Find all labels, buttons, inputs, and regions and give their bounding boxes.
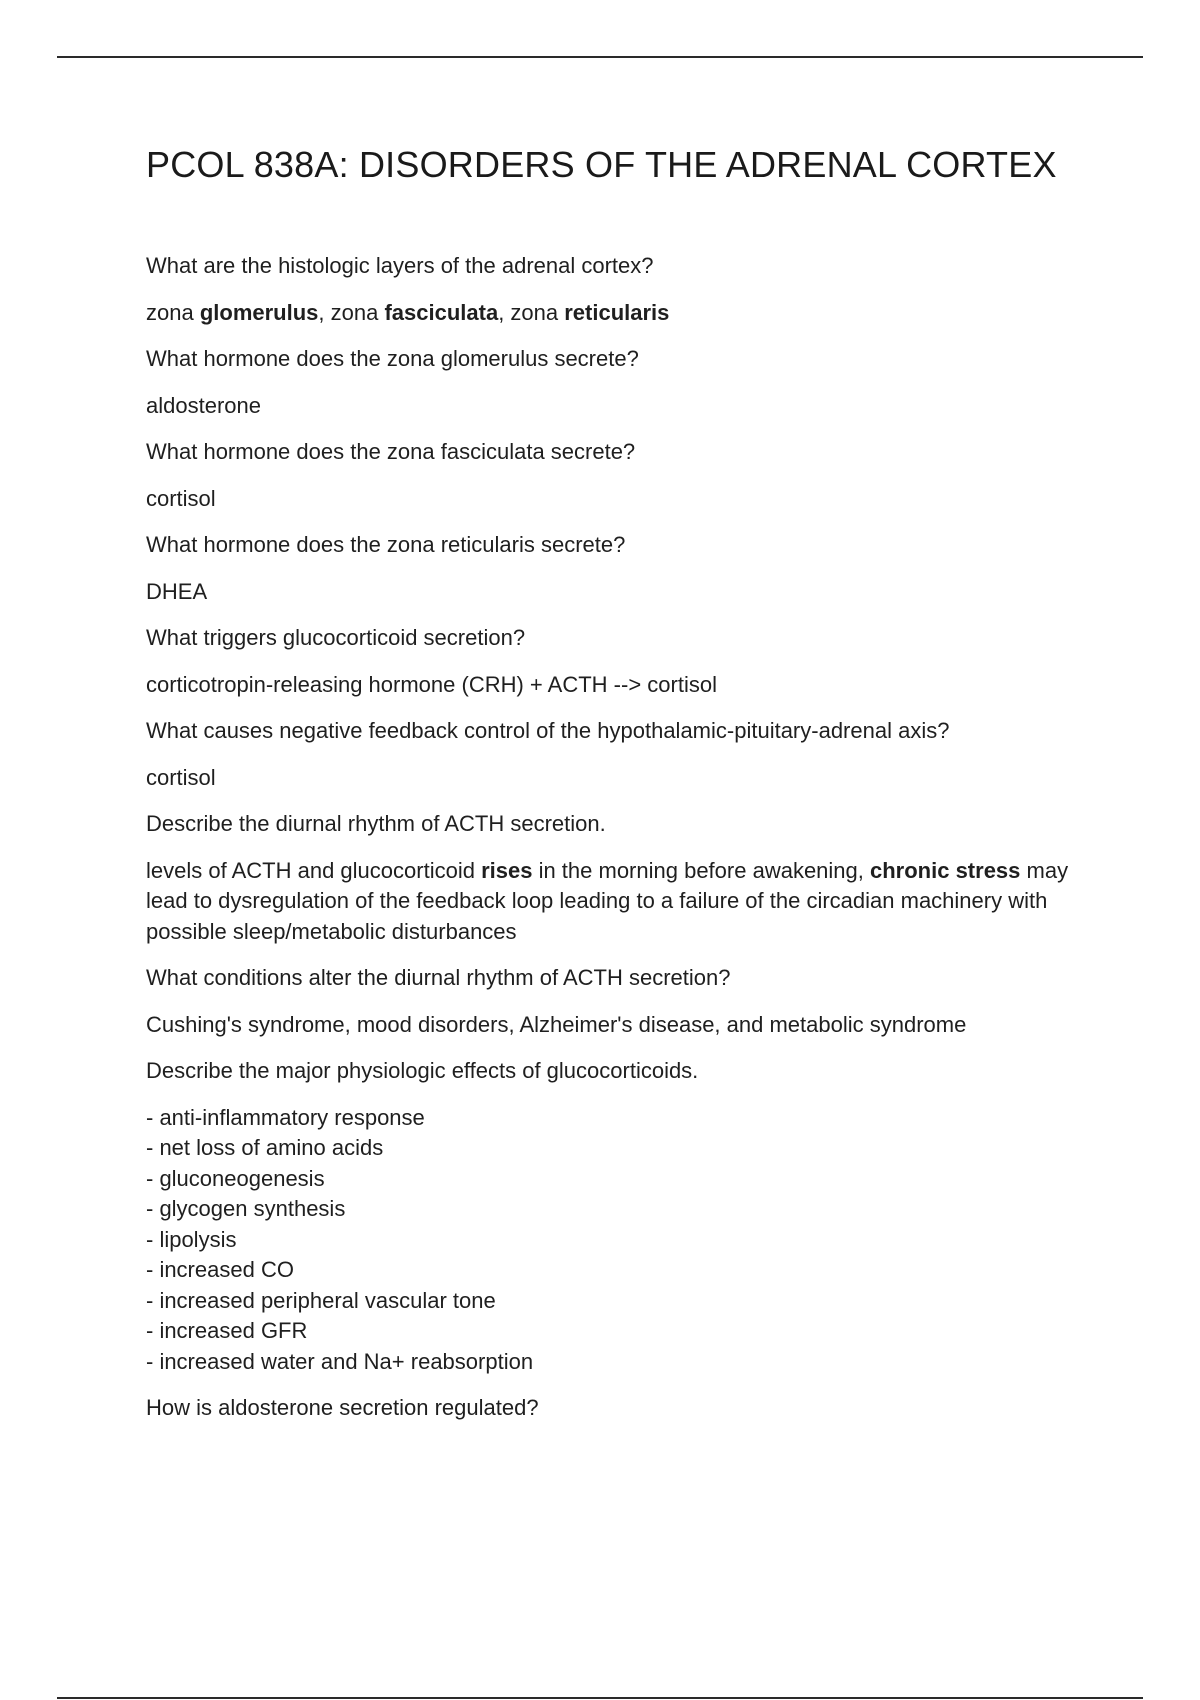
question-7: Describe the diurnal rhythm of ACTH secretion. <box>146 811 606 836</box>
page-title: PCOL 838A: DISORDERS OF THE ADRENAL CORTEX <box>146 144 1057 185</box>
question-2: What hormone does the zona glomerulus secrete? <box>146 346 639 371</box>
qa-list <box>146 251 1076 1440</box>
list-item: - anti-inflammatory response <box>146 1104 425 1130</box>
top-rule <box>57 56 1143 58</box>
question-3: What hormone does the zona fasciculata secrete? <box>146 439 636 464</box>
question-10: How is aldosterone secretion regulated? <box>146 1395 539 1420</box>
list-item: - net loss of amino acids <box>146 1135 384 1160</box>
answer-7: levels of ACTH and glucocorticoid rises in the morning before awakening, chronic stress may lead to dysregulation of the feedback loop leading to a failure of the circadian machinery with possible sleep/metabolic disturbances <box>146 857 1069 944</box>
question-9: Describe the major physiologic effects of glucocorticoids. <box>146 1058 699 1083</box>
question-8: What conditions alter the diurnal rhythm of ACTH secretion? <box>146 965 731 990</box>
answer-8: Cushing's syndrome, mood disorders, Alzheimer's disease, and metabolic syndrome <box>146 1011 967 1037</box>
answer-6: cortisol <box>146 764 216 790</box>
question-4: What hormone does the zona reticularis secrete? <box>146 532 626 557</box>
answer-1: zona glomerulus, zona fasciculata, zona reticularis <box>146 299 670 325</box>
list-item: - gluconeogenesis <box>146 1165 325 1191</box>
list-item: - increased water and Na+ reabsorption <box>146 1348 534 1374</box>
list-item: - increased CO <box>146 1257 294 1282</box>
answer-5: corticotropin-releasing hormone (CRH) + ACTH --> cortisol <box>146 671 717 697</box>
bottom-rule <box>57 1697 1143 1699</box>
question-1: What are the histologic layers of the adrenal cortex? <box>146 253 654 278</box>
answer-2: aldosterone <box>146 392 261 418</box>
answer-3: cortisol <box>146 485 216 511</box>
question-6: What causes negative feedback control of the hypothalamic-pituitary-adrenal axis? <box>146 718 950 743</box>
answer-9-list <box>146 1103 1076 1378</box>
list-item: - glycogen synthesis <box>146 1196 346 1221</box>
answer-4: DHEA <box>146 578 208 604</box>
question-5: What triggers glucocorticoid secretion? <box>146 625 526 650</box>
list-item: - increased peripheral vascular tone <box>146 1287 496 1313</box>
list-item: - increased GFR <box>146 1318 308 1343</box>
list-item: - lipolysis <box>146 1226 237 1252</box>
